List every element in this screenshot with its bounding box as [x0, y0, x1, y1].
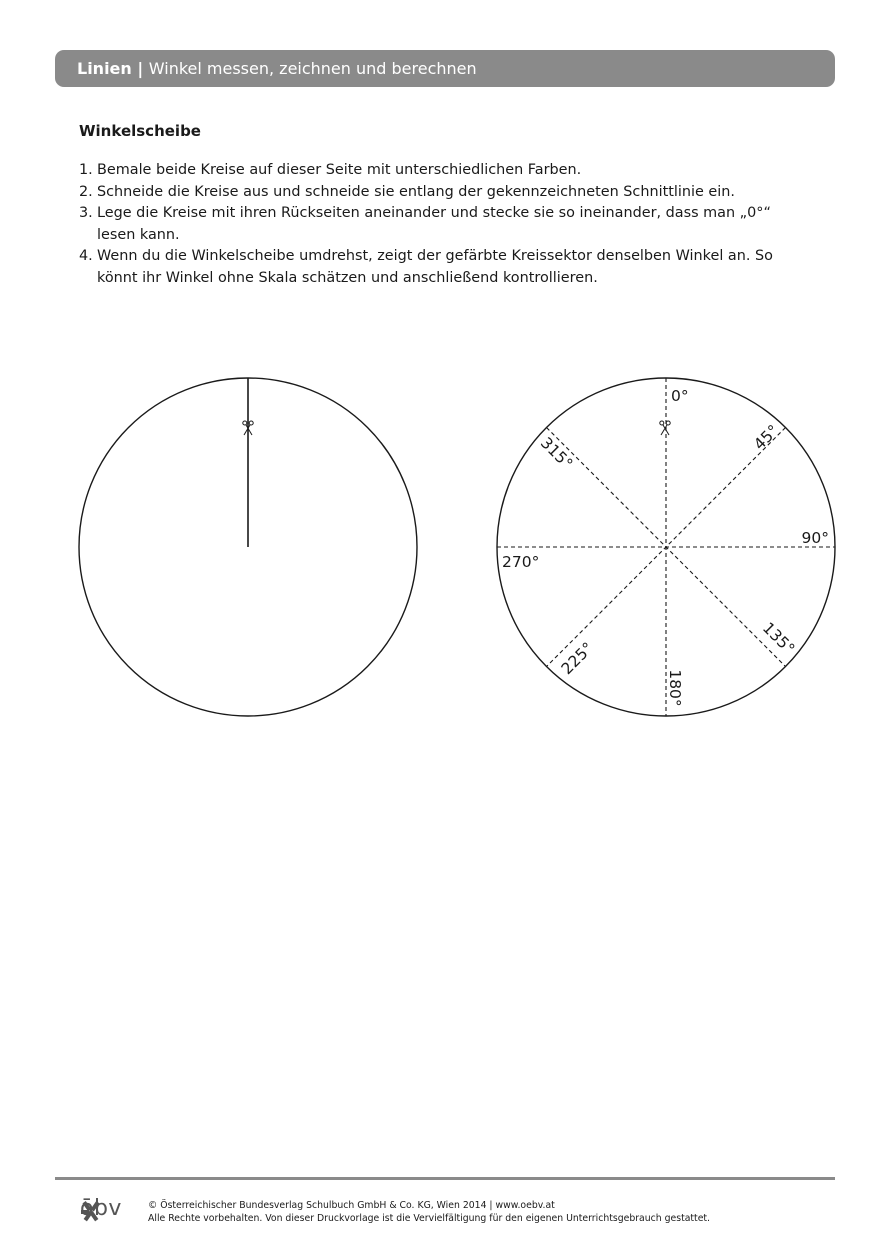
instruction-number: 1.: [79, 162, 93, 178]
instruction-text: Wenn du die Winkelscheibe umdrehst, zeigt der gefärbte Kreissektor denselben Winkel an. So könnt ihr Winkel ohne Skala schätzen und anschließend kontrollieren.: [97, 248, 773, 286]
footer-rights: Alle Rechte vorbehalten. Von dieser Druckvorlage ist die Vervielfältigung für den eigenen Unterrichtsgebrauch gestattet.: [148, 1212, 711, 1224]
header-separator: |: [131, 59, 149, 78]
instruction-number: 2.: [79, 183, 93, 200]
logo-text: ōbv: [80, 1196, 122, 1221]
label-270-degrees: 270°: [502, 553, 540, 571]
header-subtitle: Winkel messen, zeichnen und berechnen: [148, 59, 477, 78]
instruction-number: 3.: [79, 205, 93, 221]
label-180-degrees: 180°: [666, 669, 684, 707]
label-135-degrees: 135°: [758, 618, 799, 659]
instruction-text: Lege die Kreise mit ihren Rückseiten aneinander und stecke sie so ineinander, dass man „0°“ lesen kann.: [97, 205, 771, 243]
label-90-degrees: 90°: [801, 529, 829, 547]
footer-divider: [55, 1177, 835, 1180]
instruction-number: 4.: [79, 248, 93, 264]
scissors-icon: [660, 421, 670, 435]
label-0-degrees: 0°: [671, 387, 689, 405]
label-225-degrees: 225°: [557, 638, 598, 679]
footer-copyright: © Österreichischer Bundesverlag Schulbuch GmbH & Co. KG, Wien 2014 | www.oebv.at: [148, 1200, 555, 1211]
instruction-text: Schneide die Kreise aus und schneide sie entlang der gekennzeichneten Schnittlinie ein.: [97, 183, 735, 200]
instruction-text: Bemale beide Kreise auf dieser Seite mit unterschiedlichen Farben.: [97, 162, 582, 178]
header-topic: Linien: [77, 59, 132, 78]
label-45-degrees: 45°: [750, 421, 783, 454]
label-315-degrees: 315°: [536, 433, 577, 474]
section-title: Winkelscheibe: [79, 122, 201, 140]
footer-text: [148, 1200, 710, 1225]
